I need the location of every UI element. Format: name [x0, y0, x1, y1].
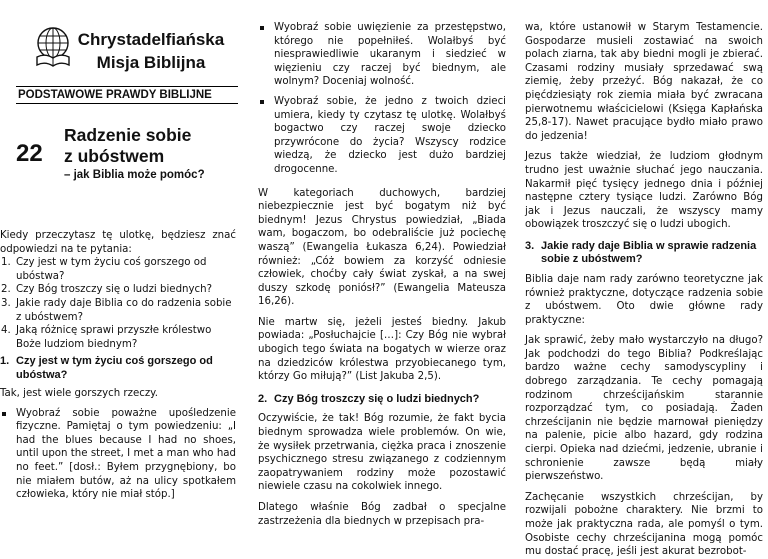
- question-item: 4. Jaką różnicę sprawi przyszłe królestwo Boże ludziom biednym?: [14, 324, 236, 351]
- globe-book-logo: [35, 27, 71, 73]
- section-1-answer: Tak, jest wiele gorszych rzeczy.: [0, 388, 158, 399]
- section-3-title: Jakie rady daje Biblia w sprawie radzenia sobie z ubóstwem?: [541, 239, 757, 266]
- question-item: 3. Jakie rady daje Biblia co do radzenia sobie z ubóstwem?: [14, 297, 236, 324]
- intro-text: Kiedy przeczytasz tę ulotkę, będziesz znać odpowiedzi na te pytania:: [0, 230, 236, 255]
- section-3-heading: [525, 240, 763, 267]
- title-line-1: Radzenie sobie: [64, 125, 192, 145]
- paragraph: wa, które ustanowił w Starym Testamencie. Gospodarze musieli zostawiać na swoich polach ziarna, tak aby biedni mogli je zbierać. Czasami rodziny musiały sprzedawać swą ziemię, żeby przeżyć. Bóg nakazał, że co pięćdziesiąty rok ziemia miała być zwracana pierwotnemu właścicielowi (Księga Kapłańska 25,8-17). Nawet pracujące bydło miało prawo do jedzenia!: [525, 22, 763, 142]
- bullet-text: Wyobraź sobie uwięzienie za przestępstwo, którego nie popełniłeś. Wolałbyś być niesprawiedliwie ukaranym i siedzieć w więzieniu czy raczej być biednym, ale wolnym? Doceniaj wolność.: [274, 22, 506, 88]
- intro-block: [0, 229, 236, 351]
- series-banner: PODSTAWOWE PRAWDY BIBLIJNE: [16, 86, 238, 104]
- section-2-number: 2.: [258, 392, 268, 405]
- bullet-text: Wyobraź sobie, że jedno z twoich dzieci umiera, kiedy ty czytasz tę ulotkę. Wolałbyś bogactwo czy raczej swoje dziecko przywrócone do życia? Wszyscy rodzice wiedzą, że dziecko jest dużo bardziej drogocenne.: [274, 95, 506, 175]
- leaflet-number: 22: [16, 140, 43, 167]
- bullet-square-icon: [260, 100, 264, 104]
- bullet-square-icon: [260, 26, 264, 30]
- bullet-text: Wyobraź sobie poważne upośledzenie fizyczne. Pamiętaj o tym powiedzeniu: „I had the blues because I had no shoes, until upon the street, I met a man who had no feet.” [dosł.: Byłem przygnębiony, bo nie miałem butów, aż na ulicy spotkałem człowieka, który nie miał stóp.]: [16, 407, 236, 501]
- paragraph: Nie martw się, jeżeli jesteś biedny. Jakub powiada: „Posłuchajcie […]: Czy Bóg nie wybrał ubogich tego świata na bogatych w wierze oraz na dziedziców królestwa przyobiecanego tym, którzy Go miłują?” (List Jakuba 2,5).: [258, 316, 506, 383]
- section-2-heading: [258, 393, 506, 407]
- paragraph: Dlatego właśnie Bóg zadbał o specjalne zastrzeżenia dla biednych w przepisach pra-: [258, 501, 506, 527]
- section-1-title: Czy jest w tym życiu coś gorszego od ubóstwa?: [16, 355, 213, 381]
- section-1-number: 1.: [0, 355, 10, 367]
- organization-name: [72, 28, 230, 74]
- title-line-2: z ubóstwem: [64, 146, 165, 166]
- org-line-2: Misja Biblijna: [96, 53, 206, 72]
- leaflet-subtitle: – jak Biblia może pomóc?: [64, 169, 205, 181]
- bullet-item: [0, 407, 236, 502]
- paragraph: Jezus także wiedział, że ludziom głodnym trudno jest uważnie słuchać jego nauczania. Nakarmił pięć tysięcy jednego dnia i później następne cztery tysiące ludzi. Zarówno Bóg jak i Jezus nauczali, że wszyscy mamy obowiązek troszczyć się o ludzi ubogich.: [525, 151, 763, 231]
- col3-content: [525, 21, 763, 559]
- section-3-number: 3.: [525, 239, 535, 252]
- paragraph: Oczywiście, że tak! Bóg rozumie, że fakt bycia biednym sprowadza wiele problemów. On wie, że wysiłek przetrwania, ciężka praca i znoszenie psychicznego stresu związanego z codziennym zaopatrywaniem rodziny może pozostawić niewiele czasu na cokolwiek innego.: [258, 413, 506, 493]
- paragraph: W kategoriach duchowych, bardziej niebezpiecznie jest być bogatym niż być biednym! Jezus Chrystus powiedział, „Biada wam, bogaczom, bo odebraliście już pociechę waszą” (Ewangelia Łukasza 6,24). Powiedział również: „Cóż bowiem za korzyść odniesie człowiek, choćby cały świat zyskał, a na swej duszy szkodę poniósł?” (Ewangelia Mateusza 16,26).: [258, 187, 506, 308]
- col2-content: [258, 21, 506, 528]
- section-1: [0, 355, 236, 502]
- question-item: 1. Czy jest w tym życiu coś gorszego od ubóstwa?: [14, 256, 236, 283]
- question-item: 2. Czy Bóg troszczy się o ludzi biednych?: [14, 283, 236, 297]
- question-list: [0, 256, 236, 351]
- paragraph: Jak sprawić, żeby mało wystarczyło na długo? Jak podchodzi do tego Biblia? Podkreślając bardzo ważne cechy samodyscypliny i dobrego zarządzania. Te cechy pomagają rodzinom chrześcijańskim starannie rozporządzać tym, co posiadają. Żaden chrześcijanin nie będzie marnował pieniędzy na palenie, picie albo hazard, gdy rodzina cierpi. Opieka nad dziećmi, jedzenie, ubranie i schronienie zawsze będą miały pierwszeństwo.: [525, 335, 763, 483]
- paragraph: Zachęcanie wszystkich chrześcijan, by rozwijali pobożne charaktery. Nie brzmi to może jak praktyczna rada, ale pomyśl o tym. Osobiste cechy chrześcijanina mogą pomóc mu dostać pracę, jeśli jest akurat bezrobot-: [525, 491, 763, 558]
- bullet-item: [258, 21, 506, 89]
- section-1-heading: [0, 355, 236, 382]
- leaflet-title: [64, 125, 191, 167]
- org-line-1: Chrystadelfiańska: [77, 30, 225, 49]
- paragraph: Biblia daje nam rady zarówno teoretyczne jak również praktyczne, dotyczące radzenia sobie z ubóstwem. Oto dwie główne rady praktyczne:: [525, 273, 763, 326]
- section-2-title: Czy Bóg troszczy się o ludzi biednych?: [274, 392, 480, 405]
- bullet-square-icon: [2, 412, 6, 416]
- bullet-item: [258, 95, 506, 177]
